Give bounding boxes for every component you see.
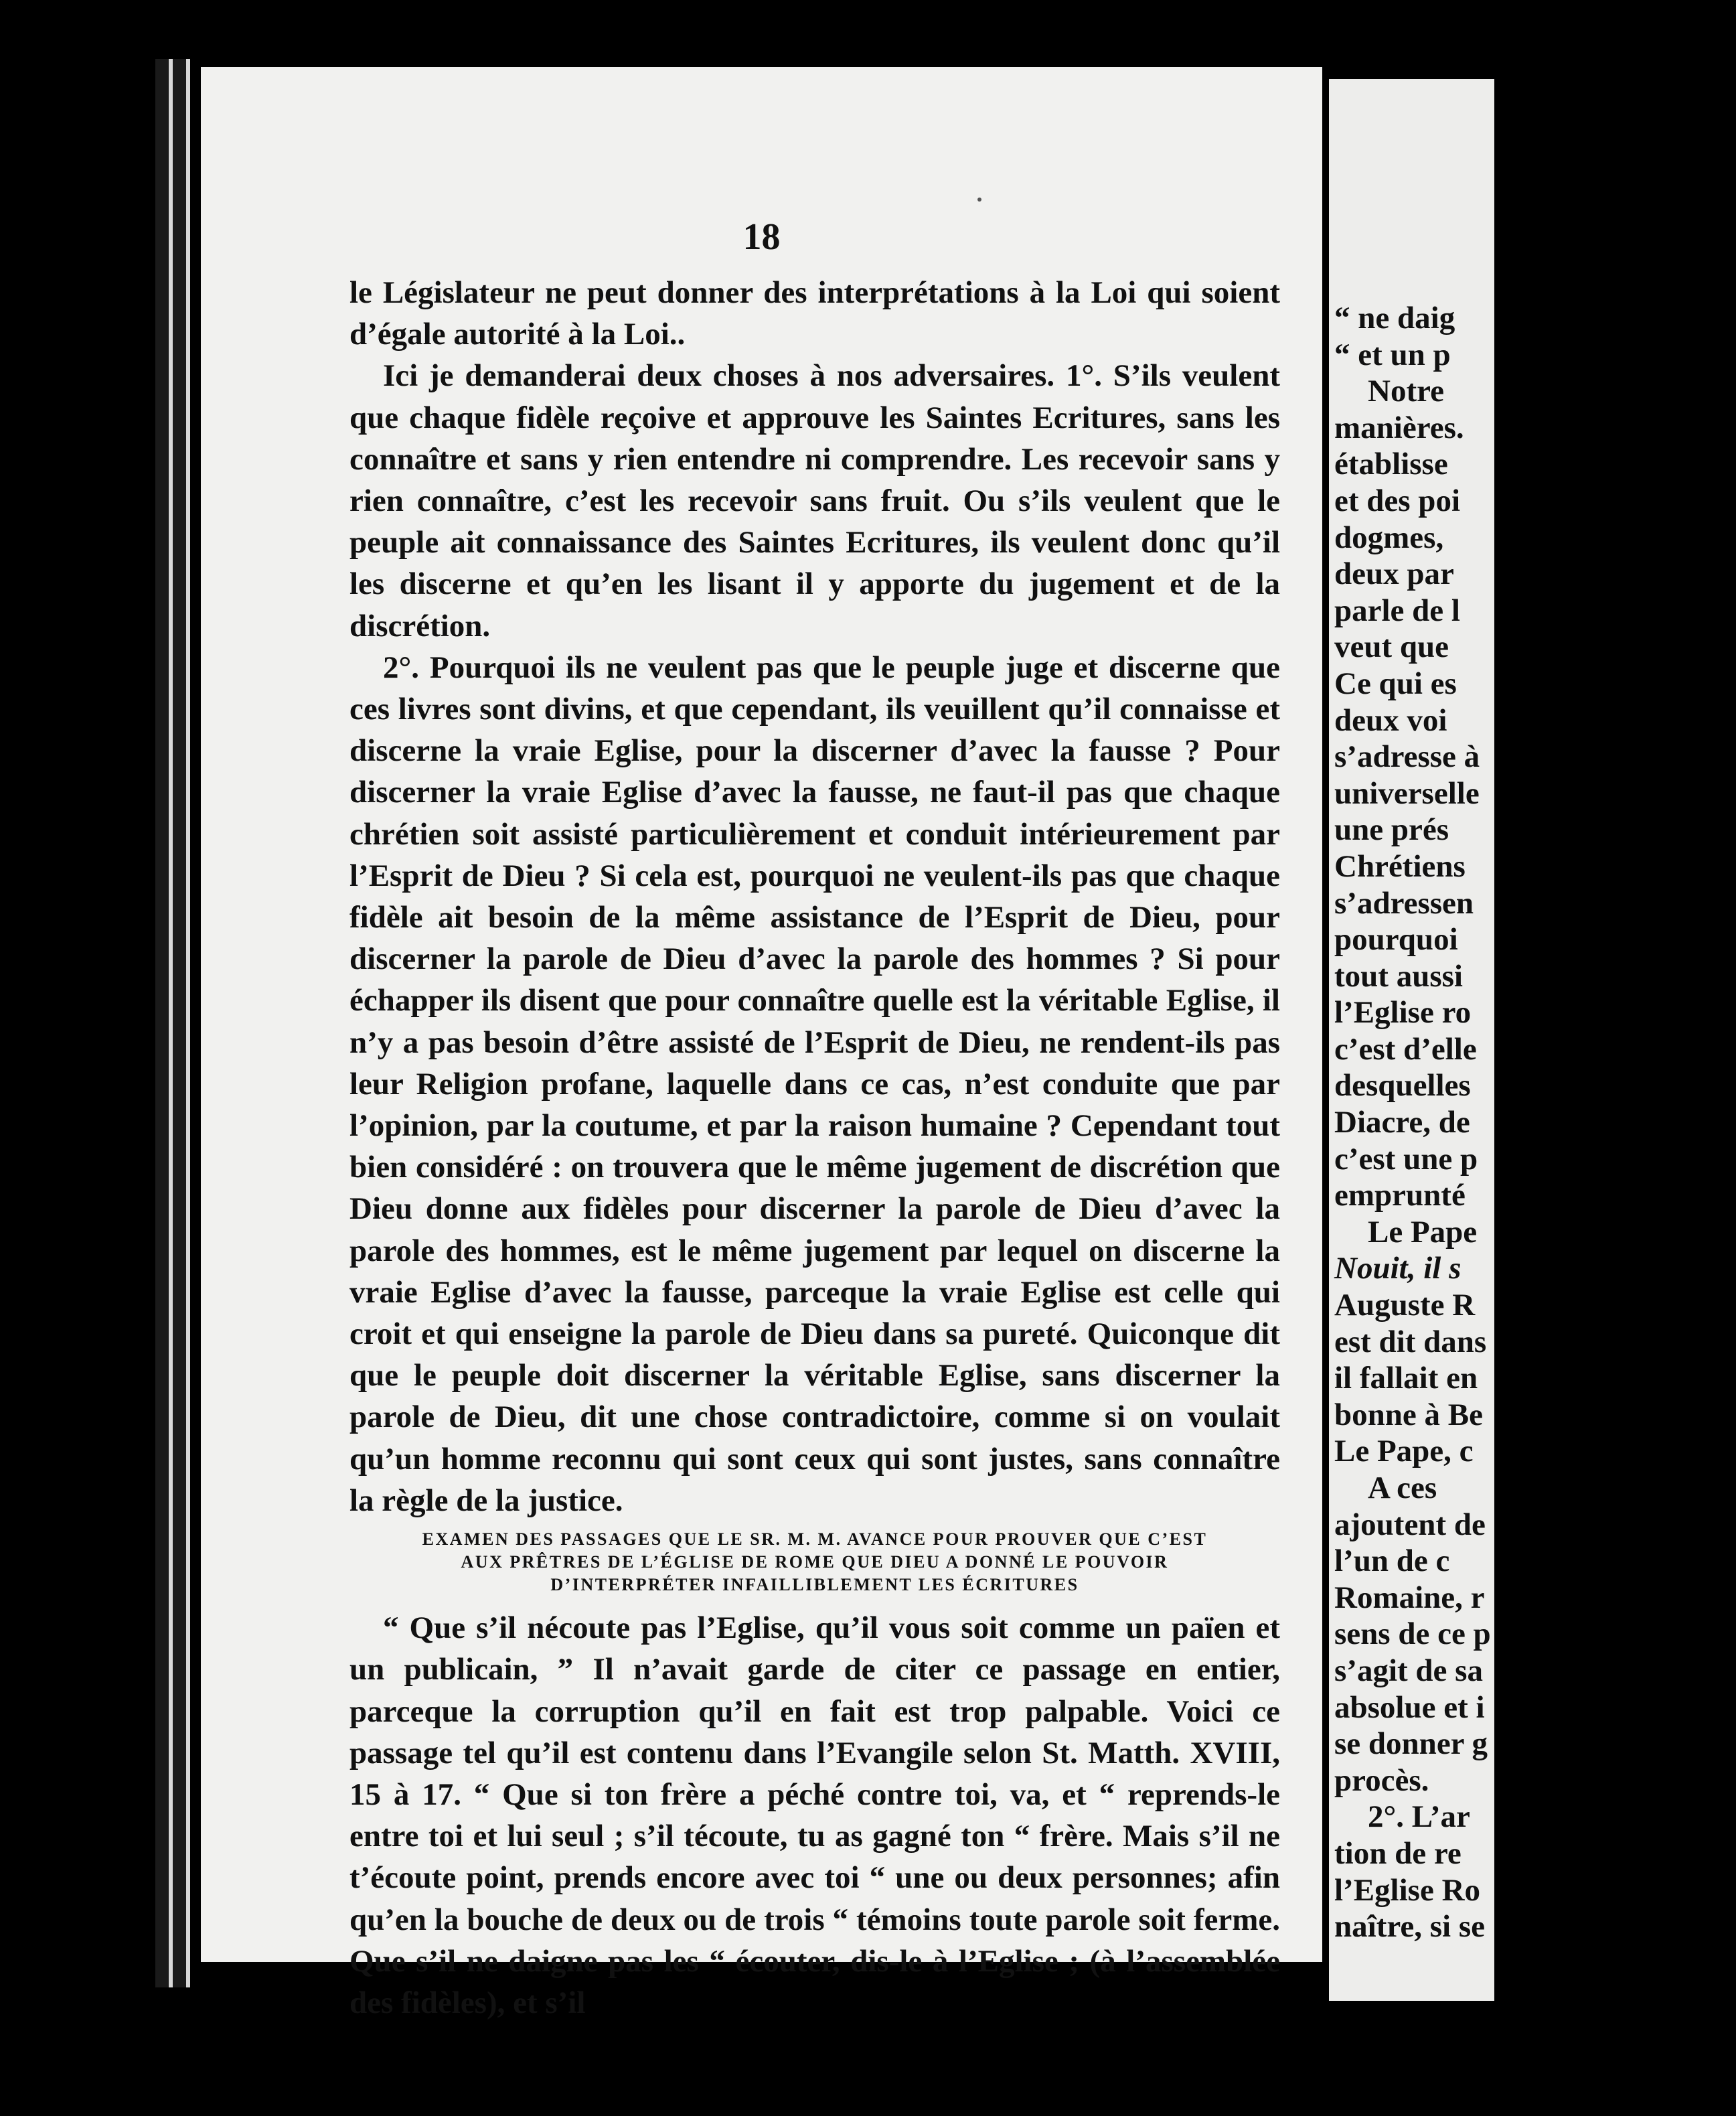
heading-line: EXAMEN DES PASSAGES QUE LE SR. M. M. AVANCE POUR PROUVER QUE C’EST [422, 1529, 1208, 1550]
text-line: bonne à Be [1334, 1397, 1483, 1432]
text-line: ajoutent de [1334, 1507, 1486, 1542]
text-line: l’Eglise ro [1334, 995, 1472, 1031]
text-line: A ces [1368, 1470, 1437, 1505]
text-line: s’adressen [1334, 885, 1474, 921]
left-page [201, 67, 1322, 2020]
text-line: dogmes, [1334, 520, 1444, 555]
right-page-text [1334, 300, 1736, 1945]
text-line: est dit dans [1334, 1324, 1487, 1359]
text-line: manières. [1334, 410, 1464, 445]
paragraph: le Législateur ne peut donner des interprétations à la Loi qui soient d’égale autorité à la Loi.. [349, 275, 1280, 352]
heading-line: AUX PRÊTRES DE L’ÉGLISE DE ROME QUE DIEU A DONNÉ LE POUVOIR [461, 1552, 1169, 1572]
text-line: absolue et i [1334, 1689, 1485, 1725]
text-line: c’est d’elle [1334, 1031, 1477, 1067]
text-line: s’adresse à [1334, 739, 1480, 775]
spine-edge-line [169, 59, 173, 1987]
text-line: c’est une p [1334, 1141, 1478, 1177]
text-line: universelle [1334, 775, 1480, 811]
text-line: établisse [1334, 447, 1448, 482]
text-line: Chrétiens [1334, 848, 1466, 884]
spine-edge-line [186, 59, 190, 1987]
text-line: et des poi [1334, 483, 1460, 518]
text-line: procès. [1334, 1762, 1429, 1798]
page-number: 18 [742, 216, 781, 258]
text-line: deux par [1334, 556, 1454, 592]
text-line: se donner g [1334, 1726, 1488, 1762]
text-line: veut que [1334, 629, 1449, 665]
text-line: l’un de c [1334, 1543, 1450, 1579]
text-line: 2°. L’ar [1368, 1799, 1470, 1835]
text-line: “ ne daig [1334, 301, 1455, 335]
text-line: Auguste R [1334, 1288, 1476, 1323]
text-line: une prés [1334, 812, 1449, 848]
print-speck [977, 198, 981, 202]
text-line: tion de re [1334, 1835, 1462, 1871]
text-line: Nouit, il s [1334, 1251, 1462, 1286]
text-line: “ et un p [1334, 337, 1451, 372]
book-spine-shadow [155, 59, 190, 1987]
text-line: pourquoi [1334, 922, 1458, 958]
text-line: deux voi [1334, 702, 1447, 738]
text-line: Ce qui es [1334, 666, 1457, 701]
text-line: Le Pape [1368, 1214, 1478, 1250]
text-line: Romaine, r [1334, 1580, 1485, 1615]
page-body [349, 272, 1280, 2024]
text-line: il fallait en [1334, 1361, 1478, 1396]
paragraph: “ Que s’il nécoute pas l’Eglise, qu’il vous soit comme un païen et un publicain, ” Il n’avait garde de citer ce passage en entier, parceque la corruption qu’il en fait est trop palpable. Voici ce passage tel qu’il est contenu dans l’Evangile selon St. Matth. XVIII, 15 à 17. “ Que si ton frère a péché contre toi, va, et “ reprends-le entre toi et lui seul ; s’il técoute, tu as gagné ton “ frère. Mais s’il ne t’écoute point, prends encore avec toi “ une ou deux personnes; afin qu’en la bouche de deux ou de trois “ témoins toute parole soit ferme. Que s’il ne daigne pas les “ écouter, dis-le à l’Eglise ; (à l’assemblée des fidèles), et s’il [349, 1610, 1280, 2020]
heading-line: D’INTERPRÉTER INFAILLIBLEMENT LES ÉCRITURES [550, 1575, 1079, 1595]
right-page-fragment [1329, 79, 1494, 2001]
text-line: l’Eglise Ro [1334, 1872, 1481, 1908]
paragraph: 2°. Pourquoi ils ne veulent pas que le peuple juge et discerne que ces livres sont divins, et que cependant, ils veuillent qu’il connaisse et discerne la vraie Eglise, pour la discerner d’avec la fausse ? Pour discerner la vraie Eglise d’avec la fausse, ne faut-il pas que chaque chrétien soit assisté particulièrement et conduit intérieurement par l’Esprit de Dieu ? Si cela est, pourquoi ne veulent-ils pas que chaque fidèle ait besoin de la même assistance de l’Esprit de Dieu, pour discerner la parole de Dieu d’avec la parole des hommes ? Si pour échapper ils disent que pour connaître quelle est la véritable Eglise, il n’y a pas besoin d’être assisté de l’Esprit de Dieu, ne rendent-ils pas leur Religion profane, laquelle dans ce cas, n’est conduite que par l’opinion, par la coutume, et par la raison humaine ? Cependant tout bien considéré : on trouvera que le même jugement de discrétion que Dieu donne aux fidèles pour discerner la parole de Dieu d’avec la parole des hommes, est le même jugement par lequel on discerne la vraie Eglise d’avec la fausse, parceque la vraie Eglise est celle qui croit et qui enseigne la parole de Dieu dans sa pureté. Quiconque dit que le peuple doit discerner la véritable Eglise, sans discerner la parole de Dieu, dit une chose contradictoire, comme si on voulait qu’un homme reconnu qui sont ceux qui sont justes, sans connaître la règle de la justice. [349, 650, 1280, 1518]
text-line: Notre [1368, 374, 1444, 409]
paragraph: Ici je demanderai deux choses à nos adversaires. 1°. S’ils veulent que chaque fidèle reçoive et approuve les Saintes Ecritures, sans les connaître et sans y rien entendre ni comprendre. Les recevoir sans y rien connaître, c’est les recevoir sans fruit. Ou s’ils veulent que le peuple ait connaissance des Saintes Ecritures, ils veulent donc qu’il les discerne et qu’en les lisant il y apporte du jugement et de la discrétion. [349, 358, 1280, 644]
text-line: s’agit de sa [1334, 1653, 1483, 1688]
text-line: sens de ce p [1334, 1616, 1491, 1652]
text-line: parle de l [1334, 593, 1460, 628]
text-line: naître, si se [1334, 1909, 1485, 1945]
text-line: Le Pape, c [1334, 1434, 1474, 1469]
text-line: Diacre, de [1334, 1105, 1470, 1140]
text-line: emprunté [1334, 1178, 1466, 1213]
section-heading [349, 1528, 1280, 1596]
text-line: desquelles [1334, 1068, 1471, 1104]
text-line: tout aussi [1334, 958, 1463, 994]
